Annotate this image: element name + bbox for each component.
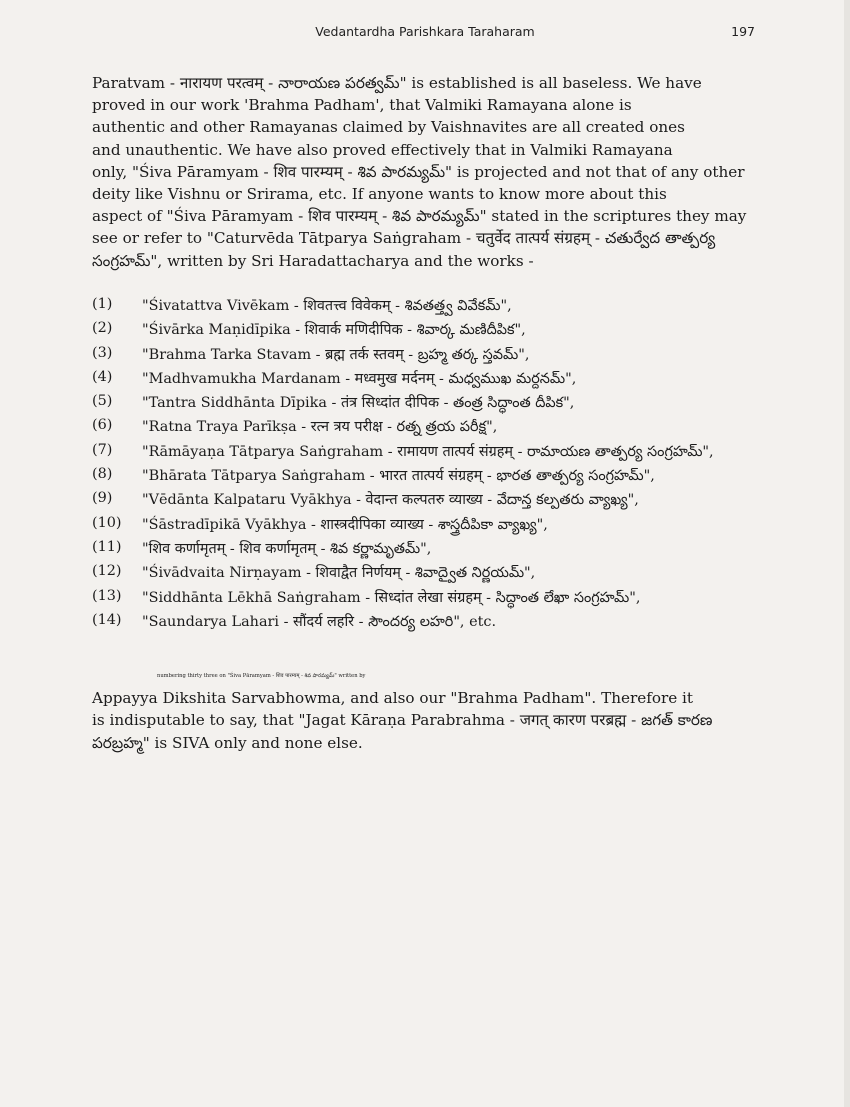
- list-item: [92, 490, 761, 514]
- intro-line: Paratvam - नारायण परत्वम् - నారాయణ పరత్వమ్" is established is all baseless. We have: [92, 74, 702, 92]
- list-item: [92, 466, 761, 490]
- item-number: (3): [92, 344, 113, 361]
- item-text: "Ratna Traya Parīkṣa - रत्न त्रय परीक्ष - రత్న త్రయ పరీక్ష",: [142, 419, 498, 436]
- intro-line: deity like Vishnu or Srirama, etc. If anyone wants to know more about this: [92, 184, 667, 203]
- closing-line: పరబ్రహ్మ" is SIVA only and none else.: [92, 733, 363, 752]
- item-text: "Brahma Tarka Stavam - ब्रह्म तर्क स्तवम् - బ్రహ్మ తర్క స్తవమ్",: [142, 346, 530, 363]
- item-text: "Śivārka Maṇidīpika - शिवार्क मणिदीपिक - శివార్క మణిదీపిక",: [142, 322, 526, 339]
- item-text: "Saundarya Lahari - सौंदर्य लहरि - సౌందర్య లహరి", etc.: [142, 613, 497, 630]
- item-text: "Madhvamukha Mardanam - मध्वमुख मर्दनम् - మధ్వముఖ మర్దనమ్",: [142, 370, 577, 387]
- list-item: [92, 442, 761, 466]
- list-item: [92, 345, 761, 369]
- page-number: 197: [731, 24, 755, 39]
- running-title: Vedantardha Parishkara Taraharam: [315, 24, 535, 39]
- item-number: (4): [92, 368, 113, 385]
- item-text: "Śivādvaita Nirṇayam - शिवाद्वैत निर्णयम् - శివాద్వైత నిర్ణయమ్",: [142, 565, 536, 582]
- list-item: [92, 612, 761, 636]
- item-text: "Siddhānta Lēkhā Saṅgraham - सिध्दांत लेखा संग्रहम् - సిద్ధాంత లేఖా సంగ్రహమ్",: [142, 589, 641, 606]
- item-number: (10): [92, 514, 122, 531]
- item-number: (5): [92, 393, 113, 410]
- closing-line: is indisputable to say, that "Jagat Kāraṇa Parabrahma - जगत् कारण परब्रह्म - జగత్ కారణ: [92, 711, 713, 730]
- list-item: [92, 320, 761, 344]
- item-number: (8): [92, 466, 113, 483]
- intro-line: only, "Śiva Pāramyam - शिव पारम्यम् - శివ పారమ్యమ్" is projected and not that of any other: [92, 162, 745, 181]
- list-item: [92, 369, 761, 393]
- intro-line: aspect of "Śiva Pāramyam - शिव पारम्यम् - శివ పారమ్యమ్" stated in the scriptures they may: [92, 207, 747, 226]
- item-text: "शिव कर्णामृतम् - शिव कर्णामृतम् - శివ కర్ణామృతమ్",: [142, 540, 432, 557]
- list-item: [92, 515, 761, 539]
- item-text: "Śāstradīpikā Vyākhya - शास्त्रदीपिका व्याख्य - శాస్త్రదీపికా వ్యాఖ్య",: [142, 516, 548, 533]
- item-number: (1): [92, 296, 113, 312]
- item-text: "Tantra Siddhānta Dīpika - तंत्र सिध्दांत दीपिक - తంత్ర సిద్ధాంత దీపిక",: [142, 395, 575, 412]
- item-number: (14): [92, 611, 122, 628]
- closing-paragraph: [92, 665, 761, 754]
- item-number: (7): [92, 441, 113, 458]
- page-edge-shadow: [844, 0, 850, 1107]
- item-text: "Śivatattva Vivēkam - शिवतत्त्व विवेकम् - శివతత్త్వ వివేకమ్",: [142, 298, 512, 314]
- item-text: "Vēdānta Kalpataru Vyākhya - वेदान्त कल्पतरु व्याख्य - వేదాన్త కల్పతరు వ్యాఖ్య",: [142, 492, 639, 509]
- closing-line: Appayya Dikshita Sarvabhowma, and also our "Brahma Padham". Therefore it: [92, 689, 694, 708]
- list-item: [92, 296, 761, 320]
- page-header: [0, 24, 850, 42]
- intro-line: authentic and other Ramayanas claimed by Vaishnavites are all created ones: [92, 118, 685, 137]
- closing-line: numbering thirty three on "Śiva Pāramyam - शिव पारम्यम् - శివ పారమ్యమ్" written by: [157, 673, 366, 679]
- item-number: (12): [92, 563, 122, 580]
- intro-line: సంగ్రహమ్", written by Sri Haradattacharya and the works -: [92, 251, 534, 270]
- list-item: [92, 588, 761, 612]
- item-number: (6): [92, 417, 113, 434]
- list-item: [92, 539, 761, 563]
- intro-line: proved in our work 'Brahma Padham', that Valmiki Ramayana alone is: [92, 96, 632, 115]
- intro-line: see or refer to "Caturvēda Tātparya Saṅgraham - चतुर्वेद तात्पर्य संग्रहम् - చతుర్వేద తాత్పర్య: [92, 229, 716, 248]
- intro-line: and unauthentic. We have also proved effectively that in Valmiki Ramayana: [92, 140, 673, 159]
- item-text: "Rāmāyaṇa Tātparya Saṅgraham - रामायण तात्पर्य संग्रहम् - రామాయణ తాత్పర్య సంగ్రహమ్",: [142, 443, 714, 460]
- list-item: [92, 563, 761, 587]
- item-number: (2): [92, 320, 113, 337]
- item-number: (9): [92, 490, 113, 507]
- item-number: (11): [92, 538, 122, 555]
- intro-paragraph: [92, 72, 761, 272]
- list-item: [92, 417, 761, 441]
- works-list: [92, 296, 761, 636]
- item-number: (13): [92, 587, 122, 604]
- item-text: "Bhārata Tātparya Saṅgraham - भारत तात्पर्य संग्रहम् - భారత తాత్పర్య సంగ్రహమ్",: [142, 468, 655, 485]
- list-item: [92, 393, 761, 417]
